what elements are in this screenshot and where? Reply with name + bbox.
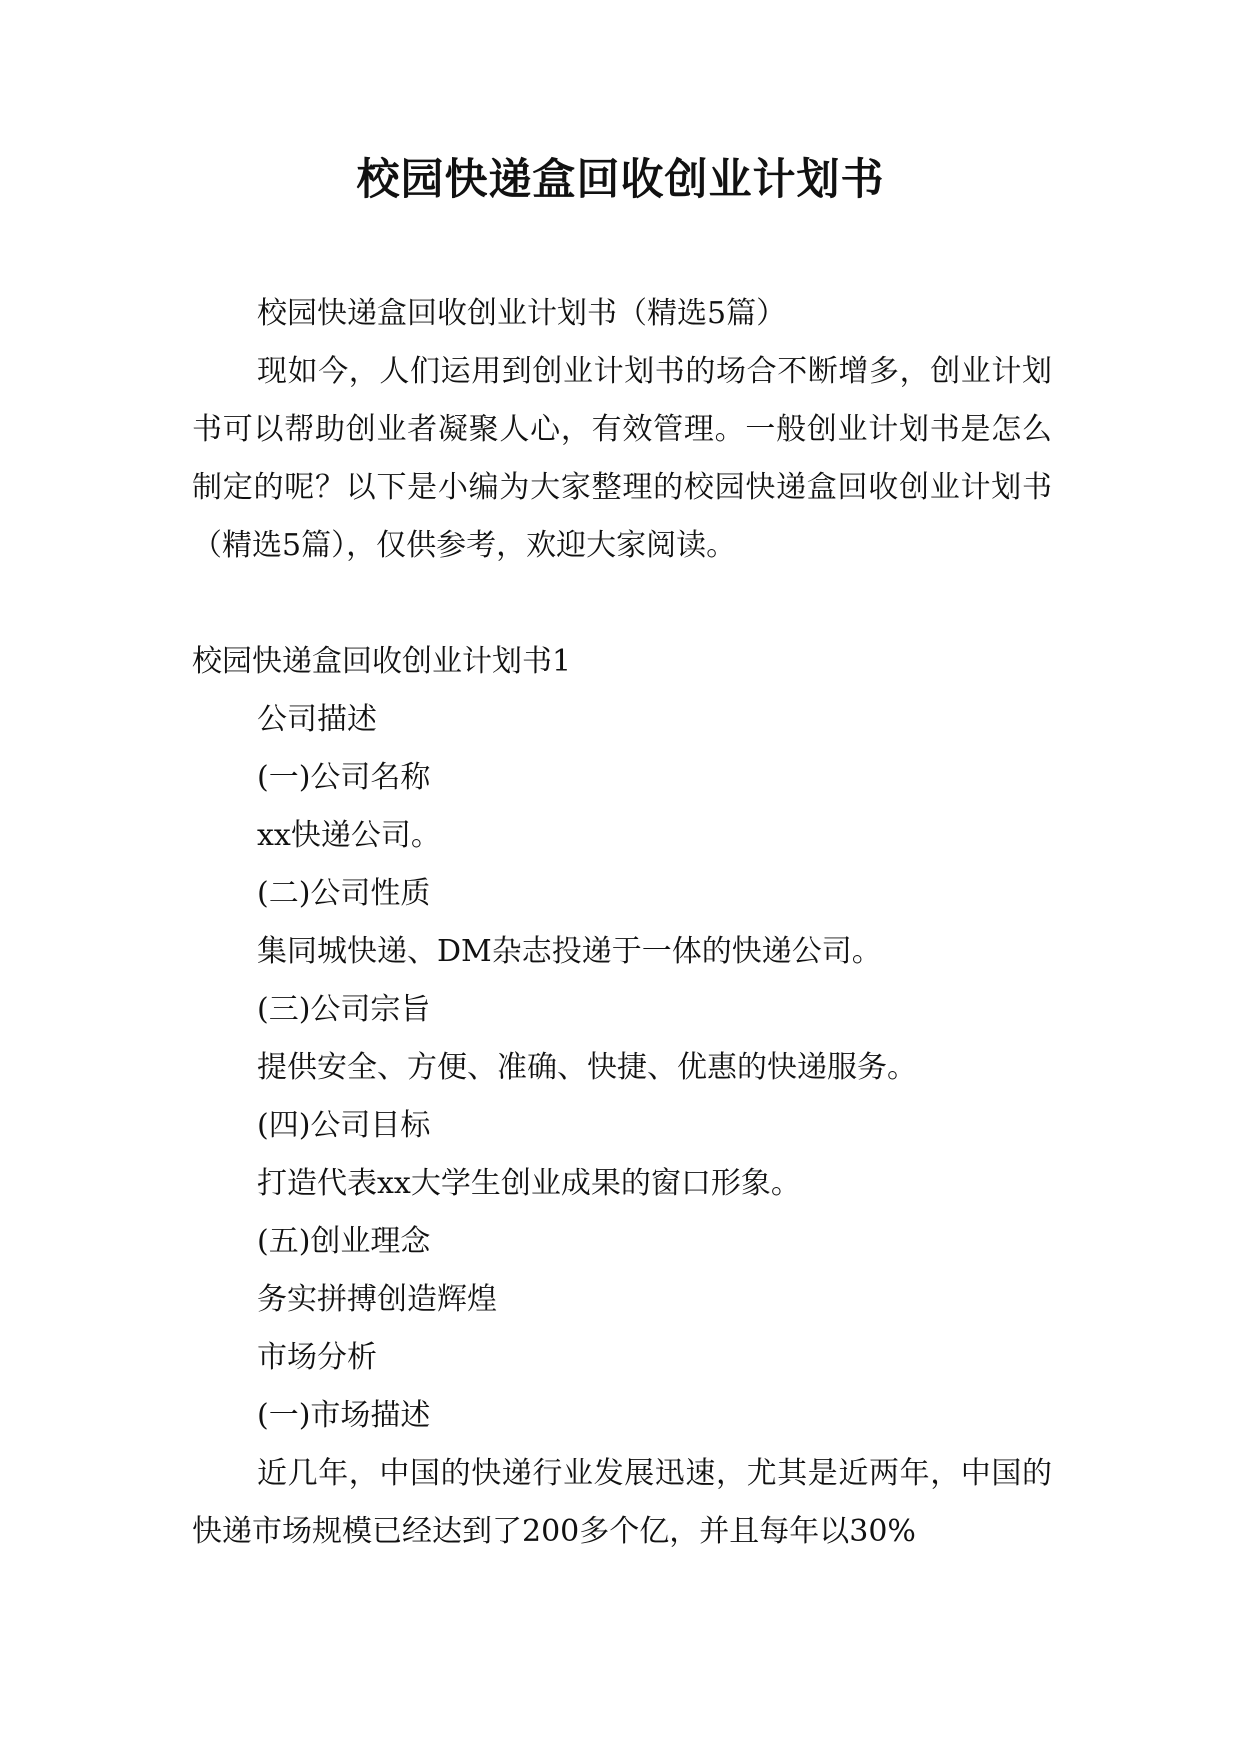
intro-line: 校园快递盒回收创业计划书（精选5篇） [257,296,787,331]
body-line: (一)市场描述 [257,1398,431,1433]
body-line: 务实拼搏创造辉煌 [257,1282,497,1317]
section-heading: 校园快递盒回收创业计划书1 [192,644,572,679]
body-line: (一)公司名称 [257,760,431,795]
body-line: 市场分析 [257,1340,377,1375]
body-line: (五)创业理念 [257,1224,431,1259]
intro-paragraph: 现如今，人们运用到创业计划书的场合不断增多，创业计划书可以帮助创业者凝聚人心，有效管理。一般创业计划书是怎么制定的呢？以下是小编为大家整理的校园快递盒回收创业计划书（精选5篇），仅供参考，欢迎大家阅读。 [192,354,1052,563]
document-body [192,285,1052,1561]
body-line: 集同城快递、DM杂志投递于一体的快递公司。 [257,934,882,969]
body-line: xx快递公司。 [257,818,441,853]
market-paragraph: 近几年，中国的快递行业发展迅速，尤其是近两年，中国的快递市场规模已经达到了200多个亿，并且每年以30% [192,1456,1052,1549]
body-line: 提供安全、方便、准确、快捷、优惠的快递服务。 [257,1050,917,1085]
body-line: 打造代表xx大学生创业成果的窗口形象。 [257,1166,801,1201]
body-line: 公司描述 [257,702,377,737]
paragraph-gap [192,575,1052,633]
body-line: (二)公司性质 [257,876,431,911]
document-title: 校园快递盒回收创业计划书 [356,155,885,205]
body-line: (三)公司宗旨 [257,992,431,1027]
body-line: (四)公司目标 [257,1108,431,1143]
